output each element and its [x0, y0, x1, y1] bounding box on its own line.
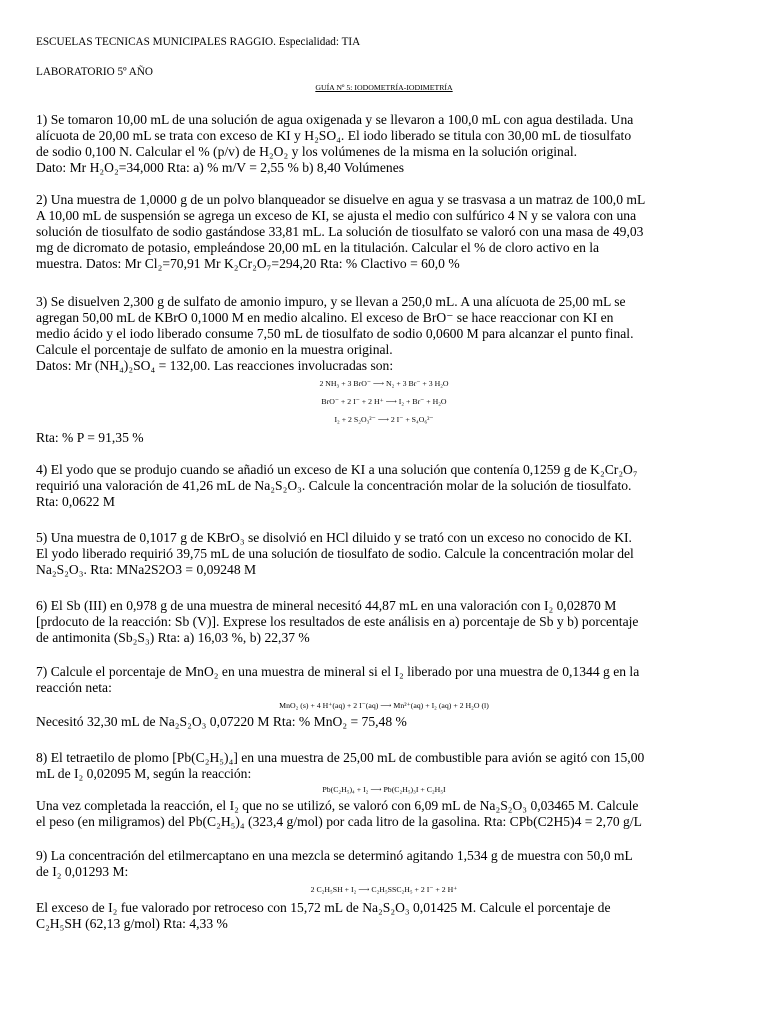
problem-3-line-5: Datos: Mr (NH₄)₂SO₄ = 132,00. Las reacciones involucradas son: — [36, 358, 394, 373]
problem-9-line-4: C₂H₅SH (62,13 g/mol) Rta: 4,33 % — [36, 916, 228, 931]
problem-9-line-2: de I₂ 0,01293 M: — [36, 864, 129, 879]
problem-5-line-2: El yodo liberado requirió 39,75 mL de una solución de tiosulfato de sodio. Calcule la concentración molar del — [36, 546, 634, 561]
problem-3-answer: Rta: % P = 91,35 % — [36, 430, 144, 445]
problem-7-line-2: reacción neta: — [36, 680, 112, 695]
problem-6-line-2: [prdocuto de la reacción: Sb (V)]. Exprese los resultados de este análisis en a) porcentaje de Sb y b) porcentaje — [36, 614, 639, 629]
problem-3-line-1: 3) Se disuelven 2,300 g de sulfato de amonio impuro, y se llevan a 250,0 mL. A una alícuota de 25,00 mL se — [36, 294, 626, 309]
problem-3-equation-2: BrO⁻ + 2 I⁻ + 2 H⁺ ⟶ I₂ + Br⁻ + H₂O — [321, 397, 447, 406]
page-title: GUÍA Nº 5: IODOMETRÍA-IODIMETRÍA — [315, 83, 453, 92]
problem-1-line-1: 1) Se tomaron 10,00 mL de una solución de agua oxigenada y se llevaron a 100,0 mL con agua destilada. Una — [36, 112, 634, 127]
school-header: ESCUELAS TECNICAS MUNICIPALES RAGGIO. Especialidad: TIA — [36, 36, 361, 48]
problem-1-line-2: alícuota de 20,00 mL se trata con exceso de KI y H₂SO₄. El iodo liberado se titula con 30,00 mL de tiosulfato — [36, 128, 632, 143]
problem-4-line-1: 4) El yodo que se produjo cuando se añadió un exceso de KI a una solución que contenía 0,1259 g de K₂Cr₂O₇ — [36, 462, 638, 477]
problem-3-equation-3: I₂ + 2 S₂O₃²⁻ ⟶ 2 I⁻ + S₄O₆²⁻ — [334, 415, 434, 424]
problem-8-equation: Pb(C₂H₅)₄ + I₂ ⟶ Pb(C₂H₅)₃I + C₂H₅I — [322, 785, 446, 794]
problem-6-line-1: 6) El Sb (III) en 0,978 g de una muestra de mineral necesitó 44,87 mL en una valoración con I₂ 0,02870 M — [36, 598, 617, 613]
problem-3-line-4: Calcule el porcentaje de sulfato de amonio en la muestra original. — [36, 342, 393, 357]
problem-8-line-4: el peso (en miligramos) del Pb(C₂H₅)₄ (323,4 g/mol) por cada litro de la gasolina. Rta: CPb(C2H5)4 = 2,70 g/L — [36, 814, 642, 829]
problem-7-answer: Necesitó 32,30 mL de Na₂S₂O₃ 0,07220 M Rta: % MnO₂ = 75,48 % — [36, 714, 407, 729]
problem-7-equation: MnO₂ (s) + 4 H⁺(aq) + 2 I⁻(aq) ⟶ Mn²⁺(aq) + I₂ (aq) + 2 H₂O (l) — [279, 701, 489, 710]
problem-4-line-3: Rta: 0,0622 M — [36, 494, 115, 509]
problem-9-line-3: El exceso de I₂ fue valorado por retroceso con 15,72 mL de Na₂S₂O₃ 0,01425 M. Calcule el porcentaje de — [36, 900, 611, 915]
problem-2-line-1: 2) Una muestra de 1,0000 g de un polvo blanqueador se disuelve en agua y se trasvasa a un matraz de 100,0 mL — [36, 192, 646, 207]
problem-1-line-3: de sodio 0,100 N. Calcular el % (p/v) de H₂O₂ y los volúmenes de la misma en la solución original. — [36, 144, 578, 159]
problem-3-equation-1: 2 NH₃ + 3 BrO⁻ ⟶ N₂ + 3 Br⁻ + 3 H₂O — [319, 379, 449, 388]
problem-9-equation: 2 C₂H₅SH + I₂ ⟶ C₂H₅SSC₂H₅ + 2 I⁻ + 2 H⁺ — [310, 885, 458, 894]
problem-2-line-3: solución de tiosulfato de sodio gastándose 33,81 mL. La solución de tiosulfato se valoró con una masa de 49,03 — [36, 224, 644, 239]
problem-3-line-2: agregan 50,00 mL de KBrO 0,1000 M en medio alcalino. El exceso de BrO⁻ se hace reaccionar con KI en — [36, 310, 614, 325]
problem-4-line-2: requirió una valoración de 41,26 mL de Na₂S₂O₃. Calcule la concentración molar de la solución de tiosulfato. — [36, 478, 632, 493]
lab-label: LABORATORIO 5º AÑO — [36, 66, 154, 78]
problem-2-line-2: A 10,00 mL de suspensión se agrega un exceso de KI, se ajusta el medio con sulfúrico 4 N y se valora con una — [36, 208, 637, 223]
problem-5-line-3: Na₂S₂O₃. Rta: MNa2S2O3 = 0,09248 M — [36, 562, 257, 577]
problem-3-line-3: medio ácido y el iodo liberado consume 7,50 mL de tiosulfato de sodio 0,0600 M para alcanzar el punto final. — [36, 326, 634, 341]
problem-2-line-5: muestra. Datos: Mr Cl₂=70,91 Mr K₂Cr₂O₇=294,20 Rta: % Clactivo = 60,0 % — [36, 256, 460, 271]
problem-8-line-2: mL de I₂ 0,02095 M, según la reacción: — [36, 766, 252, 781]
problem-5-line-1: 5) Una muestra de 0,1017 g de KBrO₃ se disolvió en HCl diluido y se trató con un exceso no conocido de KI. — [36, 530, 632, 545]
problem-6-line-3: de antimonita (Sb₂S₃) Rta: a) 16,03 %, b) 22,37 % — [36, 630, 310, 645]
problem-8-line-3: Una vez completada la reacción, el I₂ que no se utilizó, se valoró con 6,09 mL de Na₂S₂O₃ 0,03465 M. Calcule — [36, 798, 639, 813]
problem-7-line-1: 7) Calcule el porcentaje de MnO₂ en una muestra de mineral si el I₂ liberado por una muestra de 0,1344 g en la — [36, 664, 640, 679]
problem-2-line-4: mg de dicromato de potasio, empleándose 20,00 mL en la titulación. Calcular el % de cloro activo en la — [36, 240, 600, 255]
problem-9-line-1: 9) La concentración del etilmercaptano en una mezcla se determinó agitando 1,534 g de muestra con 50,0 mL — [36, 848, 633, 863]
problem-1-line-4: Dato: Mr H₂O₂=34,000 Rta: a) % m/V = 2,55 % b) 8,40 Volúmenes — [36, 160, 405, 175]
problem-8-line-1: 8) El tetraetilo de plomo [Pb(C₂H₅)₄] en una muestra de 25,00 mL de combustible para avión se agitó con 15,00 — [36, 750, 645, 765]
